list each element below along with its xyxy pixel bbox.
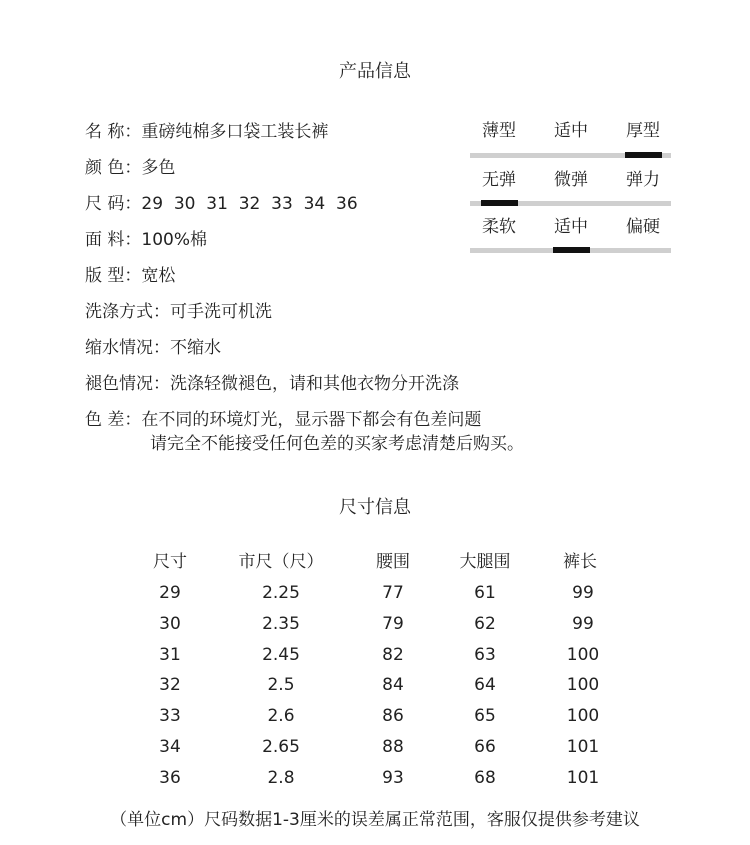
cell-length: 101 xyxy=(566,768,600,788)
header-chi: 市尺（尺） xyxy=(238,552,324,572)
cell-chi: 2.8 xyxy=(267,768,295,788)
header-length: 裤长 xyxy=(563,552,597,572)
size-info-title: 尺寸信息 xyxy=(339,497,411,518)
cell-chi: 2.25 xyxy=(262,583,300,603)
color-diff-line1: 在不同的环境灯光，显示器下都会有色差问题 xyxy=(141,410,482,430)
wash-label: 洗涤方式： xyxy=(85,302,170,322)
wash-value: 可手洗可机洗 xyxy=(170,302,272,322)
info-row-name xyxy=(85,121,328,143)
cell-length: 99 xyxy=(572,614,594,634)
fabric-label: 面 料： xyxy=(85,230,142,250)
fade-value: 洗涤轻微褪色，请和其他衣物分开洗涤 xyxy=(170,374,459,394)
info-row-fade xyxy=(85,373,459,395)
cell-size: 31 xyxy=(159,645,181,665)
cell-thigh: 68 xyxy=(474,768,496,788)
info-row-color-diff xyxy=(85,409,481,431)
cell-size: 33 xyxy=(159,706,181,726)
thickness-option-thin: 薄型 xyxy=(482,121,516,141)
header-waist: 腰围 xyxy=(376,552,410,572)
name-label: 名 称： xyxy=(85,122,142,142)
cell-waist: 77 xyxy=(382,583,404,603)
color-label: 颜 色： xyxy=(85,158,142,178)
cell-size: 30 xyxy=(159,614,181,634)
info-row-wash xyxy=(85,301,272,323)
cell-thigh: 61 xyxy=(474,583,496,603)
cell-size: 29 xyxy=(159,583,181,603)
size-value: 29 30 31 32 33 34 36 xyxy=(141,194,358,214)
cell-waist: 86 xyxy=(382,706,404,726)
cell-chi: 2.6 xyxy=(267,706,295,726)
softness-option-medium: 适中 xyxy=(554,217,588,237)
cell-chi: 2.5 xyxy=(267,675,295,695)
color-diff-label: 色 差： xyxy=(85,410,142,430)
cell-thigh: 62 xyxy=(474,614,496,634)
info-row-fit xyxy=(85,265,175,287)
cell-thigh: 65 xyxy=(474,706,496,726)
fit-label: 版 型： xyxy=(85,266,142,286)
cell-thigh: 66 xyxy=(474,737,496,757)
thickness-selected-marker xyxy=(625,152,662,158)
cell-chi: 2.45 xyxy=(262,645,300,665)
elasticity-option-none: 无弹 xyxy=(482,170,516,190)
header-thigh: 大腿围 xyxy=(459,552,511,572)
name-value: 重磅纯棉多口袋工装长裤 xyxy=(141,122,329,142)
cell-waist: 79 xyxy=(382,614,404,634)
cell-length: 101 xyxy=(566,737,600,757)
info-row-shrink xyxy=(85,337,221,359)
cell-length: 99 xyxy=(572,583,594,603)
cell-waist: 88 xyxy=(382,737,404,757)
color-value: 多色 xyxy=(141,158,176,178)
fabric-value: 100%棉 xyxy=(141,230,208,250)
softness-option-firm: 偏硬 xyxy=(626,217,660,237)
measurement-note: （单位cm）尺码数据1-3厘米的误差属正常范围，客服仅提供参考建议 xyxy=(110,810,640,830)
cell-waist: 82 xyxy=(382,645,404,665)
cell-size: 36 xyxy=(159,768,181,788)
elasticity-selected-marker xyxy=(481,200,518,206)
cell-thigh: 64 xyxy=(474,675,496,695)
size-label: 尺 码： xyxy=(85,194,142,214)
softness-selected-marker xyxy=(553,247,590,253)
info-row-fabric xyxy=(85,229,207,251)
fit-value: 宽松 xyxy=(141,266,176,286)
product-info-title: 产品信息 xyxy=(339,61,411,82)
shrink-value: 不缩水 xyxy=(170,338,221,358)
thickness-option-medium: 适中 xyxy=(554,121,588,141)
cell-size: 34 xyxy=(159,737,181,757)
info-row-size xyxy=(85,193,358,215)
cell-chi: 2.35 xyxy=(262,614,300,634)
softness-option-soft: 柔软 xyxy=(482,217,516,237)
cell-chi: 2.65 xyxy=(262,737,300,757)
cell-waist: 93 xyxy=(382,768,404,788)
cell-length: 100 xyxy=(566,706,600,726)
info-row-color xyxy=(85,157,175,179)
cell-thigh: 63 xyxy=(474,645,496,665)
cell-length: 100 xyxy=(566,645,600,665)
cell-waist: 84 xyxy=(382,675,404,695)
cell-length: 100 xyxy=(566,675,600,695)
color-diff-line2: 请完全不能接受任何色差的买家考虑清楚后购买。 xyxy=(150,434,524,454)
fade-label: 褪色情况： xyxy=(85,374,170,394)
header-size: 尺寸 xyxy=(153,552,187,572)
thickness-option-thick: 厚型 xyxy=(626,121,660,141)
cell-size: 32 xyxy=(159,675,181,695)
elasticity-option-slight: 微弹 xyxy=(554,170,588,190)
elasticity-option-stretch: 弹力 xyxy=(626,170,660,190)
shrink-label: 缩水情况： xyxy=(85,338,170,358)
